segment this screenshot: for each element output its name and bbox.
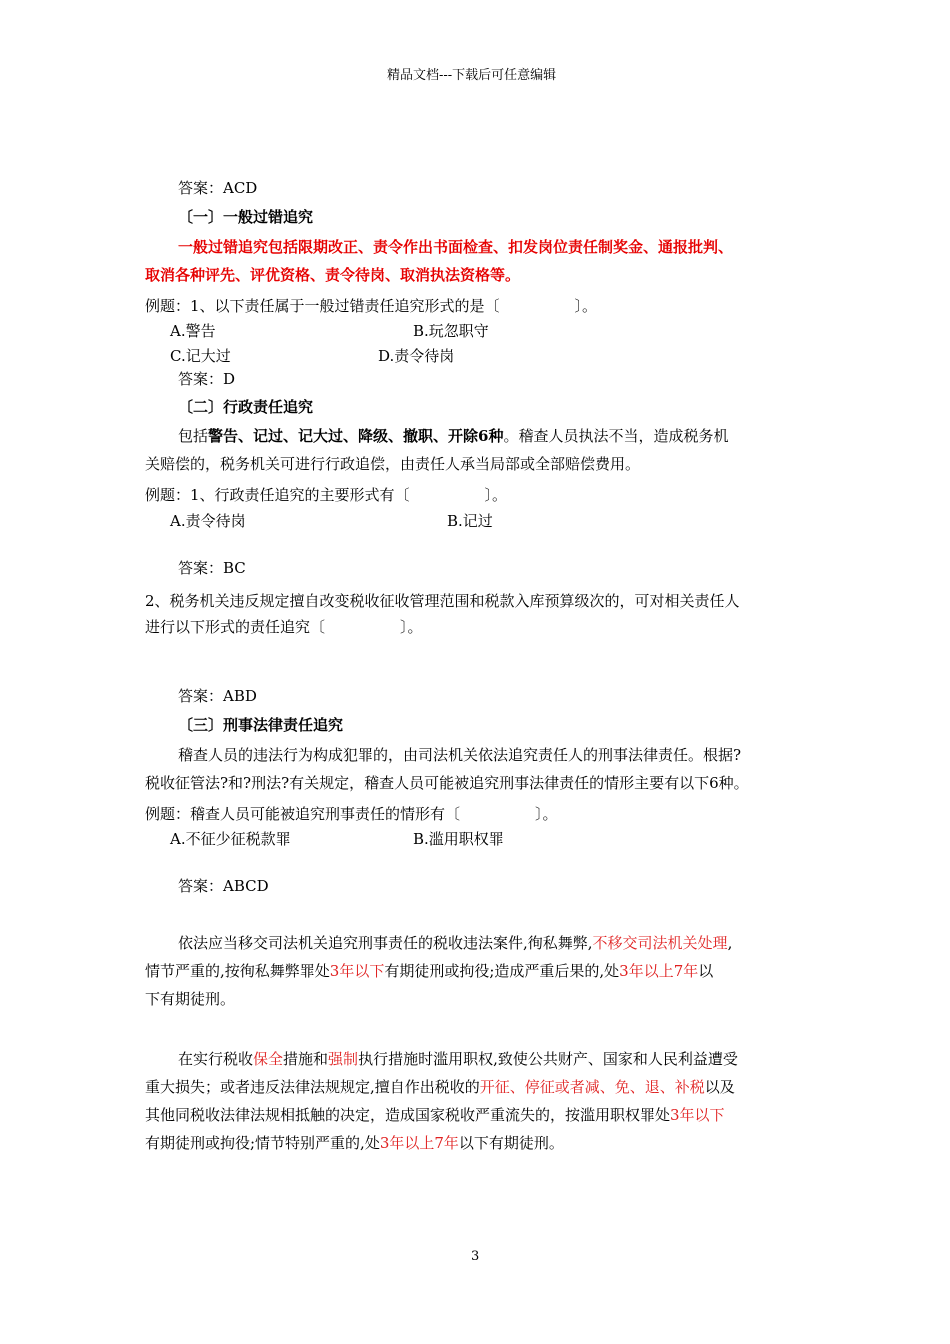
option-c: C.记大过: [170, 347, 231, 365]
paragraph-line: [145, 1101, 725, 1129]
paragraph-line: [178, 929, 732, 957]
paragraph-line: 下有期徒刑。: [145, 990, 236, 1008]
paragraph-line: 稽查人员的违法行为构成犯罪的，由司法机关依法追究责任人的刑事法律责任。根据?: [178, 746, 742, 764]
red-text-run: 保全: [253, 1050, 284, 1068]
section-title-text: 〔一〕一般过错追究: [178, 208, 314, 226]
question-line: 例题：1、以下责任属于一般过错责任追究形式的是〔 〕。: [145, 297, 598, 315]
text-run: 措施和: [283, 1050, 329, 1068]
paragraph-line: [145, 1073, 735, 1101]
paragraph-line: 税收征管法?和?刑法?有关规定，稽查人员可能被追究刑事法律责任的情形主要有以下6种。: [145, 774, 749, 792]
red-text-run: 3年以上7年: [619, 962, 699, 980]
text-run: 执行措施时滥用职权,致使公共财产、国家和人民利益遭受: [358, 1050, 738, 1068]
text-run: 。稽查人员执法不当，造成税务机: [503, 427, 729, 445]
option-b: B.记过: [447, 512, 493, 530]
bold-text-run: 警告、记过、记大过、降级、撤职、开除6种: [208, 427, 504, 445]
text-run: 以及: [704, 1078, 735, 1096]
text-run: 以下有期徒刑。: [458, 1134, 564, 1152]
text-run: 有期徒刑或拘役;造成严重后果的,处: [384, 962, 620, 980]
red-text-run: 开征、停征或者减、免、退、补税: [479, 1078, 705, 1096]
red-text-run: 3年以上7年: [379, 1134, 459, 1152]
text-run: 包括: [178, 427, 209, 445]
paragraph-line: [178, 422, 728, 450]
text-run: 其他同税收法律法规相抵触的决定，造成国家税收严重流失的，按滥用职权罪处: [145, 1106, 671, 1124]
option-b: B.滥用职权罪: [413, 830, 504, 848]
red-text-run: 3年以下: [670, 1106, 725, 1124]
page-header: 精品文档---下载后可任意编辑: [387, 68, 557, 83]
answer-line: 答案：ACD: [178, 179, 258, 197]
paragraph-line: [145, 957, 713, 985]
question-line: 进行以下形式的责任追究〔 〕。: [145, 618, 423, 636]
option-a: A.责令待岗: [170, 512, 246, 530]
answer-line: 答案：ABD: [178, 687, 257, 705]
text-run: 以: [698, 962, 714, 980]
text-run: 重大损失；或者违反法律法规规定,擅自作出税收的: [145, 1078, 480, 1096]
paragraph-line: [178, 1045, 738, 1073]
option-b: B.玩忽职守: [413, 322, 489, 340]
section-title: 〔二〕行政责任追究: [178, 398, 314, 416]
text-run: 情节严重的,按徇私舞弊罪处: [145, 962, 330, 980]
question-line: 例题：1、行政责任追究的主要形式有〔 〕。: [145, 486, 508, 504]
option-a: A.警告: [170, 322, 216, 340]
text-run: ,: [727, 934, 733, 952]
red-text-run: 强制: [328, 1050, 359, 1068]
answer-line: 答案：BC: [178, 559, 246, 577]
text-run: 在实行税收: [178, 1050, 254, 1068]
paragraph-line: 取消各种评先、评优资格、责令待岗、取消执法资格等。: [145, 266, 521, 284]
paragraph-line: 关赔偿的，税务机关可进行行政追偿，由责任人承当局部或全部赔偿费用。: [145, 455, 641, 473]
option-a: A.不征少征税款罪: [170, 830, 291, 848]
red-text-run: 3年以下: [329, 962, 385, 980]
option-d: D.责令待岗: [378, 347, 455, 365]
question-line: 2、税务机关违反规定擅自改变税收征收管理范围和税款入库预算级次的，可对相关责任人: [145, 592, 740, 610]
text-run: 依法应当移交司法机关追究刑事责任的税收违法案件,徇私舞弊,: [178, 934, 593, 952]
red-text-run: 不移交司法机关处理: [592, 934, 728, 952]
answer-line: 答案：ABCD: [178, 877, 269, 895]
section-title: [178, 203, 313, 231]
paragraph-line: [145, 1129, 564, 1157]
question-line: 例题：稽查人员可能被追究刑事责任的情形有〔 〕。: [145, 805, 558, 823]
answer-line: 答案：D: [178, 370, 236, 388]
text-run: 有期徒刑或拘役;情节特别严重的,处: [145, 1134, 380, 1152]
page-number: 3: [471, 1249, 480, 1264]
section-title: 〔三〕刑事法律责任追究: [178, 716, 344, 734]
paragraph-line: 一般过错追究包括限期改正、责令作出书面检查、扣发岗位责任制奖金、通报批判、: [178, 238, 734, 256]
